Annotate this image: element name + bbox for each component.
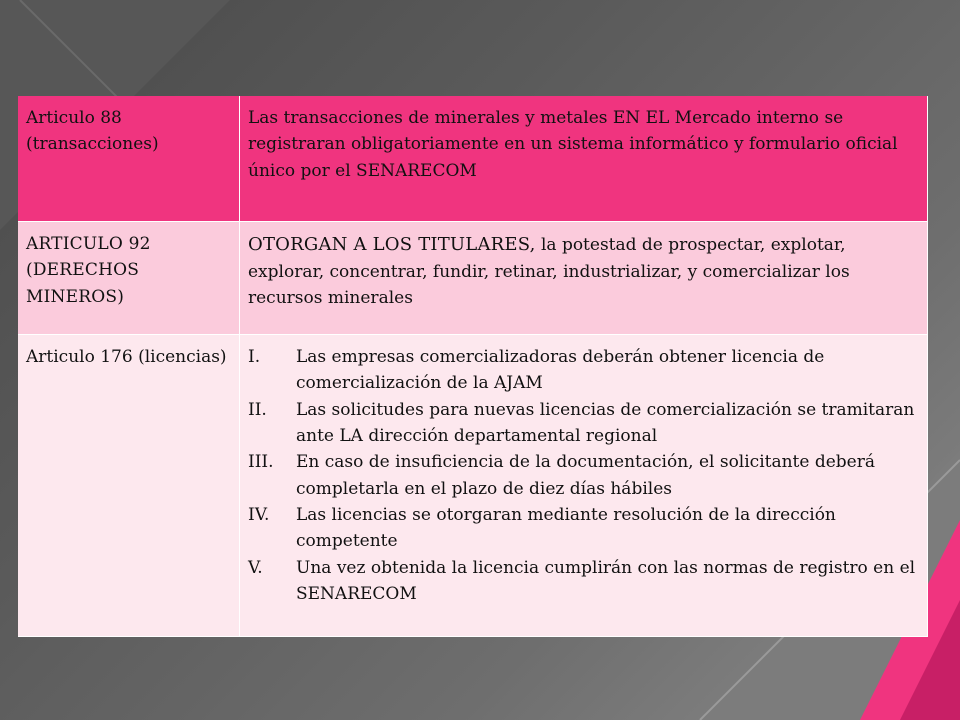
list-item-text: En caso de insuficiencia de la documentación, el solicitante deberá completarla en el plazo de diez días hábiles [296, 452, 875, 499]
licencias-list [248, 344, 919, 607]
list-item-text: Las empresas comercializadoras deberán obtener licencia de comercialización de la AJAM [296, 347, 825, 394]
list-item-number: II. [248, 399, 267, 420]
list-item-text: Una vez obtenida la licencia cumplirán con las normas de registro en el SENARECOM [296, 557, 916, 605]
list-item-number: III. [248, 452, 274, 473]
list-item-number: I. [248, 347, 261, 367]
list-item [248, 449, 919, 502]
articulo-88-text: Las transacciones de minerales y metales EN EL Mercado interno se registraran obligatoriamente en un sistema informático y formulario oficial único por el SENARECOM [240, 96, 928, 222]
articles-table [18, 96, 928, 637]
articulo-176-text [240, 335, 928, 637]
list-item-number: IV. [248, 505, 270, 526]
list-item [248, 344, 919, 397]
table-row-articulo-176 [18, 335, 928, 637]
list-item [248, 555, 919, 608]
articulo-92-text [240, 222, 928, 335]
list-item [248, 397, 919, 450]
table-row-articulo-88 [18, 96, 928, 222]
table-row-articulo-92 [18, 222, 928, 335]
articulo-176-label: Articulo 176 (licencias) [18, 335, 240, 637]
articulo-92-label: ARTICULO 92 (DERECHOS MINEROS) [18, 222, 240, 335]
list-item [248, 502, 919, 555]
list-item-text: Las solicitudes para nuevas licencias de comercialización se tramitaran ante LA dirección departamental regional [296, 399, 915, 447]
articulo-92-text-rest: la potestad de prospectar, explotar, explorar, concentrar, fundir, retinar, industrializar, y comercializar los recursos minerales [248, 235, 850, 309]
list-item-number: V. [248, 557, 263, 578]
articulo-88-label: Articulo 88 (transacciones) [18, 96, 240, 222]
articulo-92-text-caps: OTORGAN A LOS TITULARES, [248, 234, 536, 255]
list-item-text: Las licencias se otorgaran mediante resolución de la dirección competente [296, 505, 836, 552]
